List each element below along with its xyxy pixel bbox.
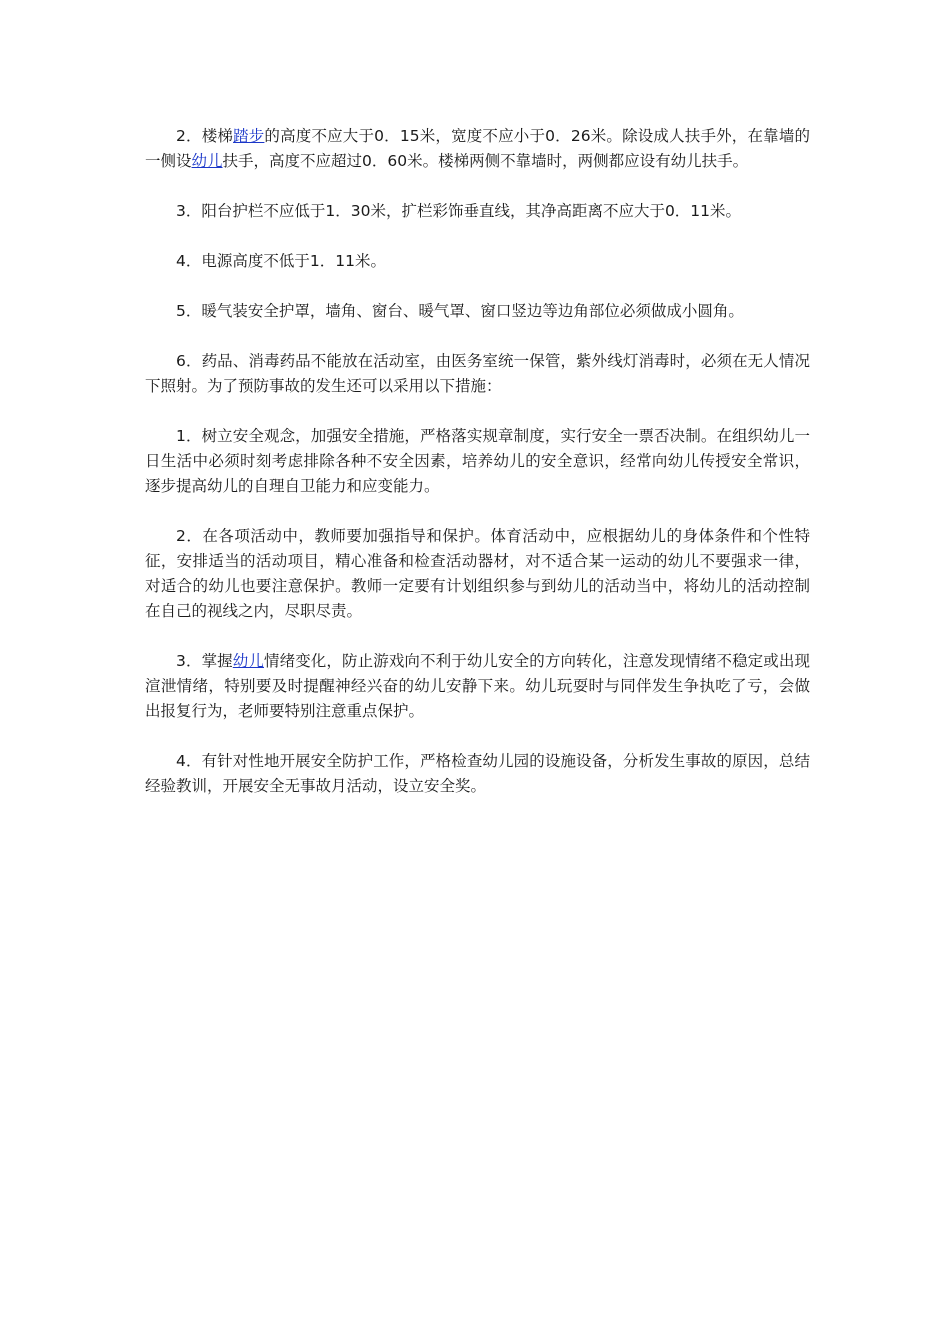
paragraph-text: 扶手，高度不应超过0．60米。楼梯两侧不靠墙时，两侧都应设有幼儿扶手。 [222, 152, 749, 170]
paragraph-text: 2．楼梯 [176, 127, 234, 145]
inline-link[interactable]: 踏步 [233, 127, 265, 145]
paragraph [145, 249, 810, 274]
inline-link[interactable]: 幼儿 [232, 652, 264, 670]
paragraph-text: 3．掌握 [176, 652, 233, 670]
paragraph-text: 1．树立安全观念，加强安全措施，严格落实规章制度，实行安全一票否决制。在组织幼儿一日生活中必须时刻考虑排除各种不安全因素，培养幼儿的安全意识，经常向幼儿传授安全常识，逐步提高幼儿的自理自卫能力和应变能力。 [145, 427, 810, 495]
paragraph-text: 2．在各项活动中，教师要加强指导和保护。体育活动中，应根据幼儿的身体条件和个性特征，安排适当的活动项目，精心准备和检查活动器材，对不适合某一运动的幼儿不要强求一律，对适合的幼儿也要注意保护。教师一定要有计划组织参与到幼儿的活动当中，将幼儿的活动控制在自己的视线之内，尽职尽责。 [145, 527, 810, 620]
paragraph [145, 649, 810, 724]
inline-link[interactable]: 幼儿 [191, 152, 223, 170]
paragraph-text: 6．药品、消毒药品不能放在活动室，由医务室统一保管，紫外线灯消毒时，必须在无人情况下照射。为了预防事故的发生还可以采用以下措施： [145, 352, 810, 395]
paragraph-text: 情绪变化，防止游戏向不利于幼儿安全的方向转化，注意发现情绪不稳定或出现渲泄情绪，特别要及时提醒神经兴奋的幼儿安静下来。幼儿玩耍时与同伴发生争执吃了亏，会做出报复行为，老师要特别注意重点保护。 [145, 652, 810, 720]
paragraph-text: 4．电源高度不低于1．11米。 [176, 252, 386, 270]
paragraph [145, 299, 810, 324]
paragraph [145, 124, 810, 174]
paragraph-text: 的高度不应大于0．15米，宽度不应小于0．26米。除设成人扶手外，在靠墙的一侧设 [145, 127, 810, 170]
paragraph-text: 3．阳台护栏不应低于1．30米，扩栏彩饰垂直线，其净高距离不应大于0．11米。 [176, 202, 742, 220]
paragraph-text: 4．有针对性地开展安全防护工作，严格检查幼儿园的设施设备，分析发生事故的原因，总结经验教训，开展安全无事故月活动，设立安全奖。 [145, 752, 810, 795]
paragraph-text: 5．暖气装安全护罩，墙角、窗台、暖气罩、窗口竖边等边角部位必须做成小圆角。 [176, 302, 744, 320]
paragraph [145, 424, 810, 499]
paragraph [145, 524, 810, 624]
paragraph [145, 749, 810, 799]
paragraph [145, 349, 810, 399]
document-body [145, 124, 810, 824]
paragraph [145, 199, 810, 224]
